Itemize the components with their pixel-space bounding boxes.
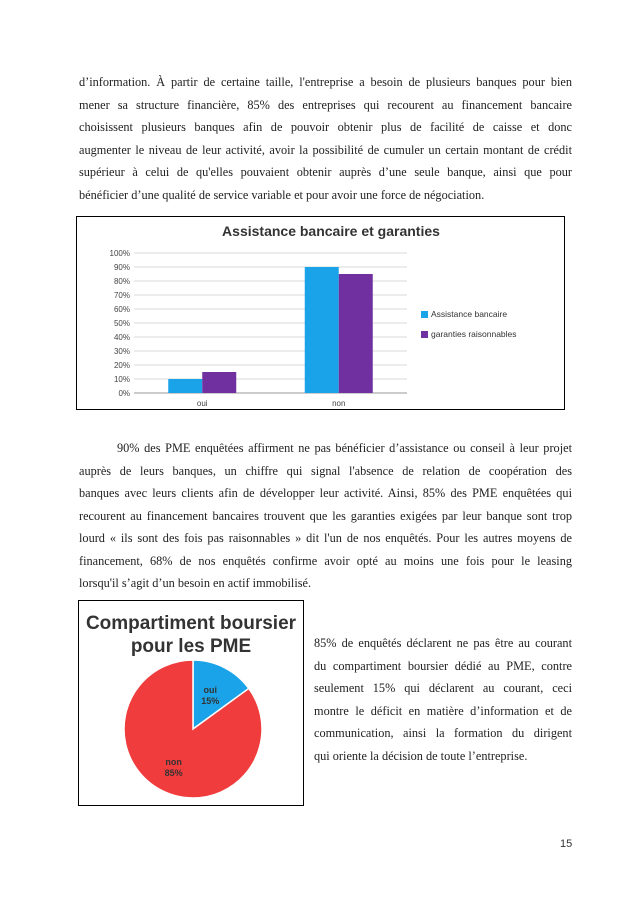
pie-value-label: 15%	[201, 696, 220, 707]
y-tick-label: 70%	[113, 291, 130, 300]
x-tick-label: non	[332, 399, 346, 408]
bar-oui-Assistance-bancaire	[168, 379, 202, 393]
text-line: communication, ainsi la formation du dirigent	[314, 726, 572, 741]
paragraph-financing	[79, 71, 572, 206]
text-line: montre le déficit en matière d’information et de	[314, 703, 572, 718]
pie-chart-svg	[79, 601, 303, 805]
text-line: qui oriente la décision de toute l’entreprise.	[314, 748, 528, 763]
text-line: seulement 15% qui déclarent au courant, ceci	[314, 681, 572, 696]
text-line: augmenter le niveau de leur activité, avoir la possibilité de cumuler un certain montant de crédit	[79, 142, 572, 157]
paragraph-compartiment	[314, 632, 572, 768]
y-tick-label: 90%	[113, 263, 130, 272]
y-tick-label: 80%	[113, 277, 130, 286]
text-line: financement, 68% de nos enquêtés confirme avoir opté au moins une fois pour le leasing	[79, 553, 572, 568]
pie-value-label: 85%	[164, 768, 183, 779]
y-tick-label: 60%	[113, 305, 130, 314]
bar-non-Assistance-bancaire	[305, 267, 339, 393]
y-tick-label: 100%	[109, 249, 130, 258]
y-tick-label: 30%	[113, 347, 130, 356]
text-line: choisissent plusieurs banques afin de pouvoir obtenir plus de facilité de caisse et donc	[79, 120, 572, 134]
text-line: supérieur à celui de qu'elles pouvaient obtenir auprès d’une seule banque, ainsi que pour	[79, 165, 572, 179]
y-tick-label: 40%	[113, 333, 130, 342]
pie-chart-compartiment	[78, 600, 304, 806]
text-line: lorsqu'il s’agit d’un besoin en actif immobilisé.	[79, 576, 312, 590]
y-tick-label: 20%	[113, 361, 130, 370]
text-line: du compartiment boursier dédié au PME, contre	[314, 658, 572, 673]
text-line: mener sa structure financière, 85% des entreprises qui recourent au financement bancaire	[79, 97, 572, 112]
text-line: bénéficier d’une qualité de service variable et pour avoir une force de négociation.	[79, 187, 485, 202]
pie-label: non	[165, 757, 182, 768]
y-tick-label: 10%	[113, 375, 130, 384]
chart-title-line: pour les PME	[130, 636, 252, 657]
page-number: 15	[560, 838, 573, 850]
paragraph-assistance	[79, 437, 572, 595]
text-line: recourent au financement bancaires trouvent que les garanties exigées par leur banque sont trop	[79, 508, 572, 523]
y-tick-label: 50%	[113, 319, 130, 328]
legend-label: Assistance bancaire	[431, 309, 508, 319]
bar-chart-assistance	[76, 216, 565, 410]
bar-chart-svg	[77, 217, 564, 409]
y-tick-label: 0%	[118, 389, 130, 398]
text-line: banques avec leurs clients afin de développer leur activité. Ainsi, 85% des PME enquêtées qui	[79, 486, 572, 500]
bar-oui-garanties-raisonnables	[202, 372, 236, 393]
chart-title-line: Compartiment boursier	[85, 613, 297, 634]
legend-swatch	[421, 311, 428, 318]
text-line: auprès de leurs banques, un chiffre qui signal l'absence de relation de coopération des	[79, 463, 572, 478]
text-line: 90% des PME enquêtées affirment ne pas bénéficier d’assistance ou conseil à leur projet	[117, 441, 572, 455]
x-tick-label: oui	[196, 399, 208, 408]
legend-label: garanties raisonnables	[431, 329, 517, 339]
pie-label: oui	[203, 685, 217, 696]
text-line: lourd « ils sont des fois pas raisonnables » dit l'un de nos enquêtés. Pour les autres moyens de	[79, 531, 572, 545]
text-line: d’information. À partir de certaine taille, l'entreprise a besoin de plusieurs banques pour bien	[79, 75, 572, 89]
legend-swatch	[421, 331, 428, 338]
text-line: 85% de enquêtés déclarent ne pas être au courant	[314, 636, 572, 650]
chart-title: Assistance bancaire et garanties	[222, 223, 440, 239]
bar-non-garanties-raisonnables	[339, 274, 373, 393]
